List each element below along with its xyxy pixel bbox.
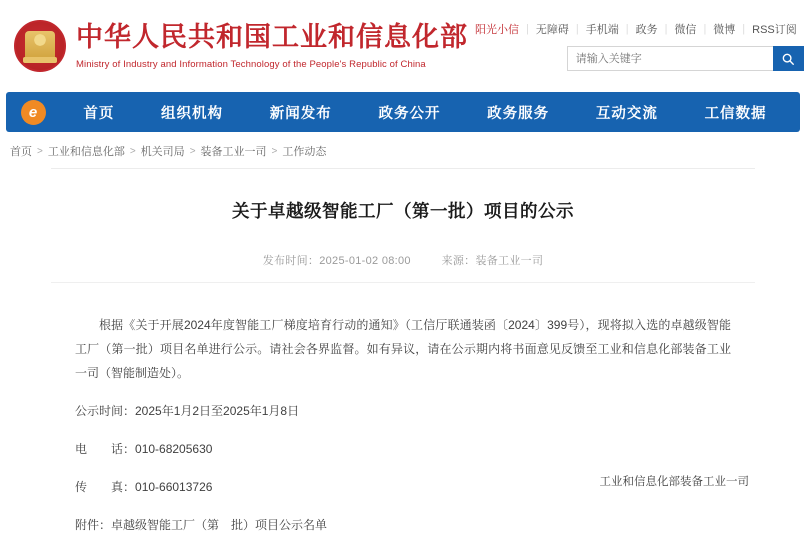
- phone-value: 010-68205630: [135, 441, 213, 456]
- meta-divider: [51, 282, 755, 283]
- chevron-right-icon: >: [189, 145, 196, 157]
- search-input[interactable]: [567, 46, 773, 71]
- top-link-accessibility[interactable]: 无障碍: [535, 24, 569, 36]
- attachment-link[interactable]: 卓越级智能工厂（第 批）项目公示名单: [111, 517, 328, 532]
- source-value: 装备工业一司: [475, 254, 544, 267]
- breadcrumb-item-work-updates[interactable]: 工作动态: [282, 146, 327, 158]
- nav-item-interaction[interactable]: 互动交流: [595, 105, 658, 122]
- attachment-label: 附件：: [75, 517, 112, 532]
- article-body: [51, 313, 755, 537]
- search-button[interactable]: [773, 46, 804, 71]
- top-link-sunshine[interactable]: 阳光小信: [475, 24, 519, 36]
- header-right-panel: [468, 21, 806, 71]
- article-meta: [51, 252, 755, 268]
- link-separator: |: [526, 23, 529, 35]
- link-separator: |: [664, 23, 668, 35]
- contact-phone: [75, 437, 731, 461]
- article-paragraph: 根据《关于开展2024年度智能工厂梯度培育行动的通知》（工信厅联通装函〔2024〕399号），现将拟入选的卓越级智能工厂（第一批）项目名单进行公示。请社会各界监督。如有异议，请在公示期内将书面意见反馈至工业和信息化部装备工业一司（智能制造处）。: [75, 317, 731, 380]
- source-label: 来源：: [441, 254, 476, 267]
- publish-time-label: 发布时间：: [262, 254, 320, 267]
- search-icon: [781, 52, 795, 66]
- article-container: [51, 168, 755, 532]
- nav-logo: [6, 100, 60, 125]
- breadcrumb-item-departments[interactable]: 机关司局: [140, 146, 185, 158]
- link-separator: |: [742, 23, 746, 35]
- breadcrumb: [0, 132, 806, 168]
- top-link-wechat[interactable]: 微信: [674, 24, 697, 36]
- fax-value: 010-66013726: [135, 479, 213, 494]
- e-government-icon: e: [21, 100, 46, 125]
- top-link-weibo[interactable]: 微博: [713, 24, 736, 36]
- nav-item-news[interactable]: 新闻发布: [269, 105, 332, 122]
- nav-item-data[interactable]: 工信数据: [704, 105, 767, 122]
- link-separator: |: [625, 23, 629, 35]
- site-title-cn: 中华人民共和国工业和信息化部: [76, 22, 468, 53]
- chevron-right-icon: >: [37, 145, 43, 157]
- nav-items: [60, 102, 800, 123]
- nav-item-home[interactable]: 首页: [83, 105, 115, 122]
- search-bar: [567, 46, 804, 71]
- link-separator: |: [575, 23, 579, 35]
- attachment-row: [75, 513, 731, 537]
- main-navigation: [6, 92, 800, 132]
- national-emblem-icon: [14, 20, 66, 72]
- breadcrumb-item-equipment-dept[interactable]: 装备工业一司: [200, 146, 267, 158]
- site-title-en: Ministry of Industry and Information Technology of the People's Republic of China: [76, 58, 426, 70]
- notice-period: 公示时间：2025年1月2日至2025年1月8日: [75, 403, 300, 418]
- page-title: 关于卓越级智能工厂（第一批）项目的公示: [232, 201, 574, 221]
- top-link-government[interactable]: 政务: [635, 24, 658, 36]
- nav-item-organization[interactable]: 组织机构: [161, 105, 224, 122]
- fax-label: 传 真：: [75, 479, 136, 494]
- top-links: [468, 21, 804, 37]
- publish-time-value: 2025-01-02 08:00: [319, 254, 411, 267]
- top-link-rss[interactable]: RSS订阅: [752, 24, 797, 36]
- link-separator: |: [703, 23, 707, 35]
- nav-item-gov-disclosure[interactable]: 政务公开: [378, 105, 441, 122]
- breadcrumb-item-miit[interactable]: 工业和信息化部: [47, 146, 125, 158]
- chevron-right-icon: >: [129, 145, 136, 157]
- site-header: [0, 0, 806, 92]
- top-link-mobile[interactable]: 手机端: [585, 24, 619, 36]
- document-signature: 工业和信息化部装备工业一司: [599, 476, 749, 488]
- phone-label: 电 话：: [75, 441, 136, 456]
- nav-item-gov-services[interactable]: 政务服务: [487, 105, 550, 122]
- breadcrumb-item-home[interactable]: 首页: [10, 146, 32, 158]
- site-title-block: [76, 22, 468, 69]
- chevron-right-icon: >: [271, 145, 278, 157]
